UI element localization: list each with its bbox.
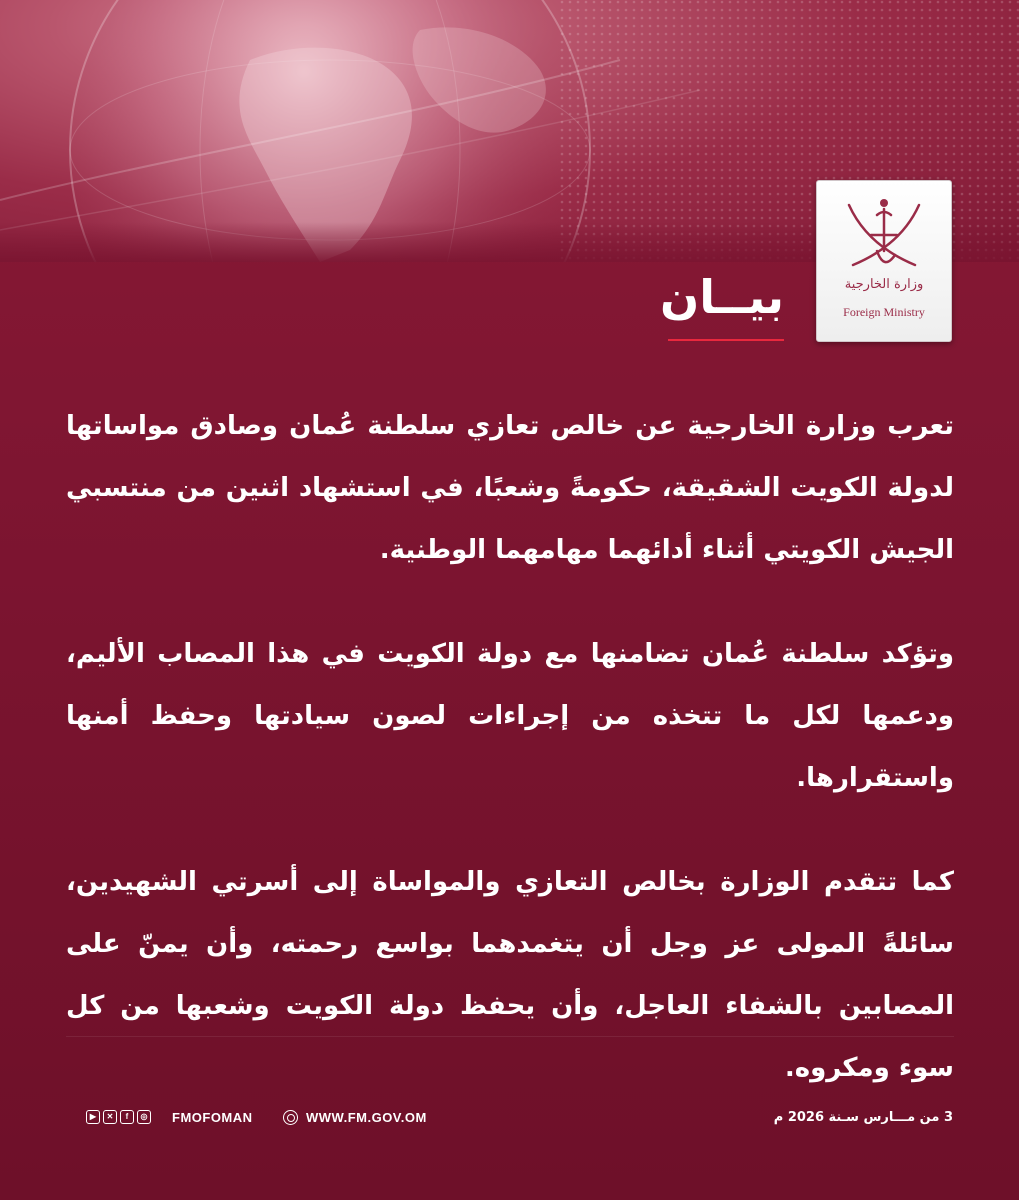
- instagram-icon[interactable]: ◎: [137, 1110, 151, 1124]
- globe-icon: [283, 1110, 298, 1125]
- social-handle[interactable]: FMOFOMAN: [172, 1110, 253, 1125]
- statement-paragraph: وتؤكد سلطنة عُمان تضامنها مع دولة الكويت في هذا المصاب الأليم، ودعمها لكل ما تتخذه من إجراءات لصون سيادتها وحفظ أمنها واستقرارها.: [66, 639, 954, 793]
- facebook-icon[interactable]: f: [120, 1110, 134, 1124]
- ministry-name-english: Foreign Ministry: [843, 305, 925, 319]
- social-icons: [86, 1110, 151, 1124]
- oman-khanjar-emblem-icon: [837, 195, 931, 275]
- title-underline: [668, 339, 784, 341]
- footer-divider: [66, 1036, 954, 1037]
- ministry-logo: [816, 180, 952, 342]
- youtube-icon[interactable]: ▶: [86, 1110, 100, 1124]
- x-twitter-icon[interactable]: ✕: [103, 1110, 117, 1124]
- statement-paragraph: تعرب وزارة الخارجية عن خالص تعازي سلطنة عُمان وصادق مواساتها لدولة الكويت الشقيقة، حكومةً وشعبًا، في استشهاد اثنين من منتسبي الجيش الكويتي أثناء أدائهما مهامهما الوطنية.: [66, 411, 954, 565]
- website-link[interactable]: WWW.FM.GOV.OM: [306, 1110, 427, 1125]
- statement-body: [66, 395, 954, 1141]
- statement-paragraph: كما تتقدم الوزارة بخالص التعازي والمواساة إلى أسرتي الشهيدين، سائلةً المولى عز وجل أن يتغمدهما بواسع رحمته، وأن يمنّ على المصابين بالشفاء العاجل، وأن يحفظ دولة الكويت وشعبها من كل سوء ومكروه.: [66, 867, 954, 1083]
- ministry-name-arabic: وزارة الخارجية: [844, 277, 924, 292]
- footer: [0, 1102, 1019, 1132]
- statement-title: بيــان: [659, 270, 784, 324]
- statement-date: 3 من مـــارس سـنة 2026 م: [773, 1110, 953, 1125]
